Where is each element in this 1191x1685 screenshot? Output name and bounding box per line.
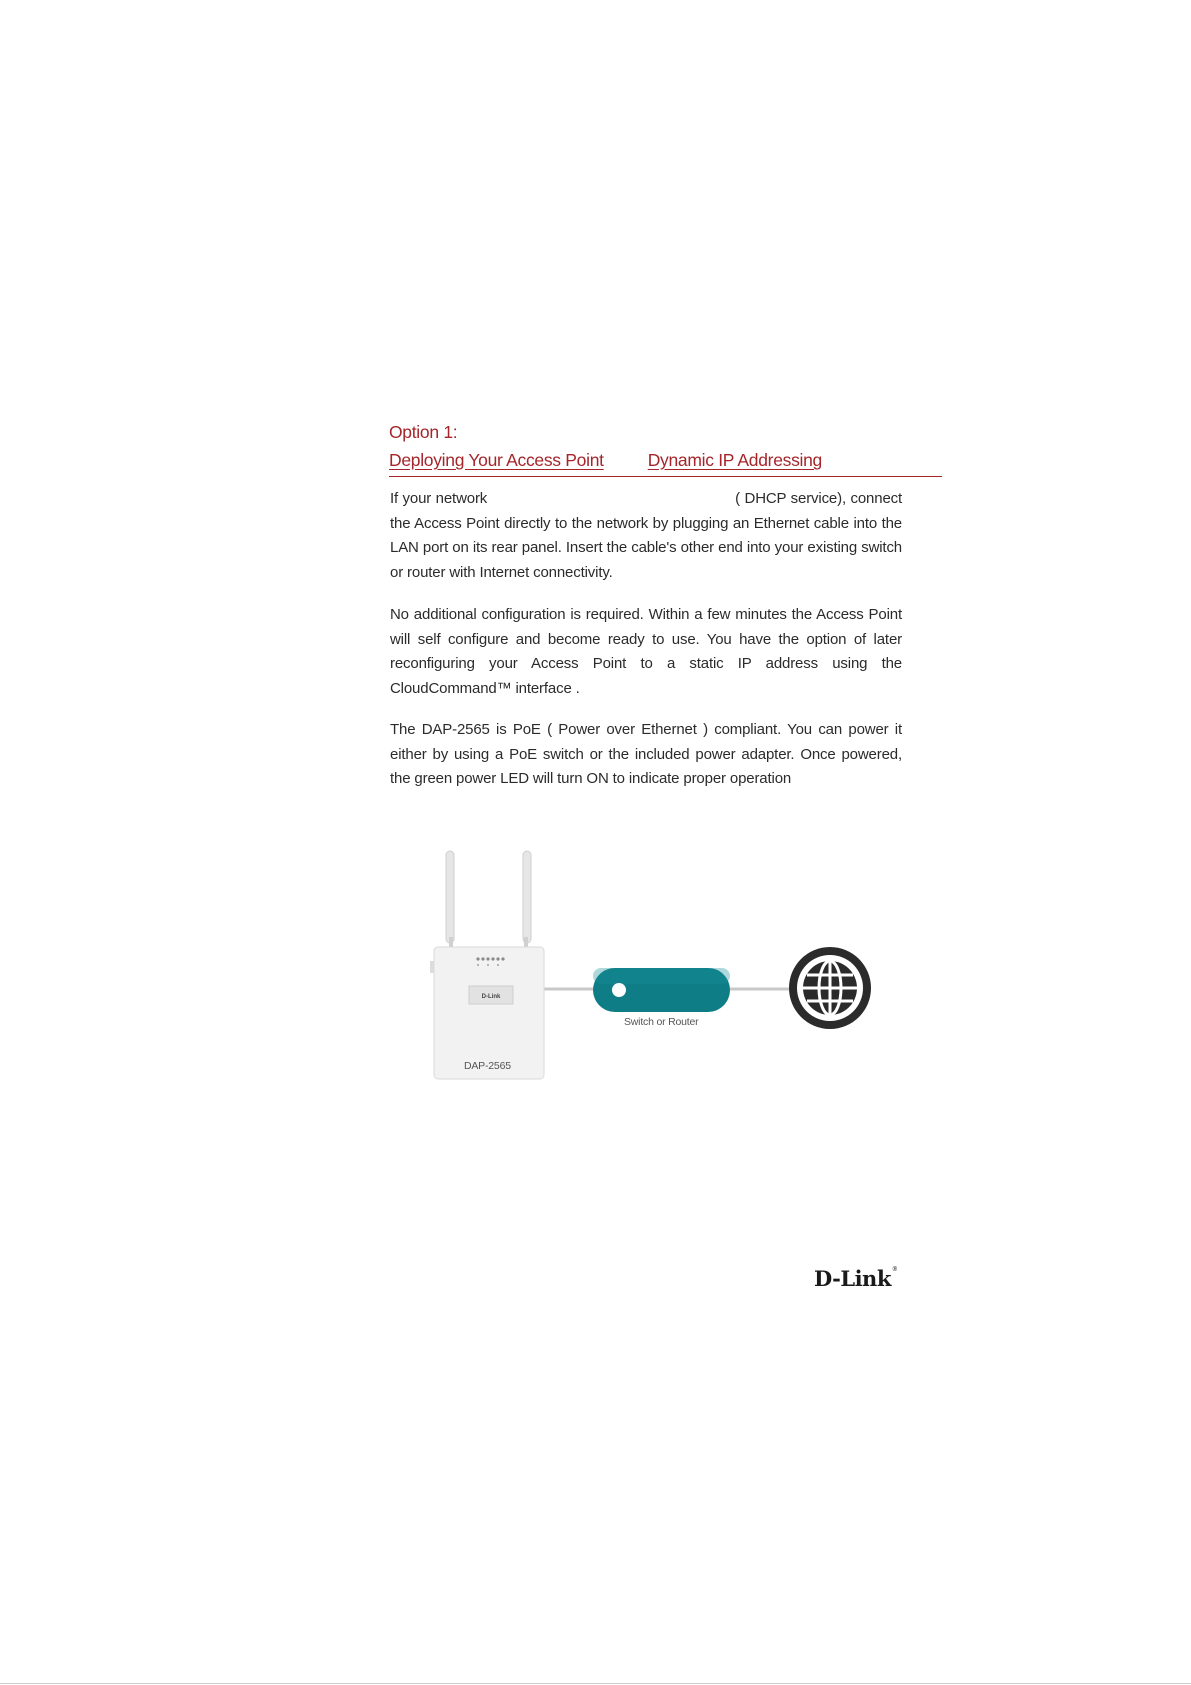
switch-label: Switch or Router bbox=[624, 1016, 699, 1028]
network-diagram-svg bbox=[420, 845, 880, 1080]
paragraph-dhcp bbox=[390, 487, 902, 585]
dlink-logo: D-Link® bbox=[814, 1266, 898, 1291]
paragraph-dhcp-start: If your network bbox=[390, 490, 488, 507]
paragraph-poe: The DAP-2565 is PoE ( Power over Ethernet ) compliant. You can power it either by using a PoE switch or the included power adapter. Once powered, the green power LED will turn ON to indicate proper operation bbox=[390, 721, 902, 787]
network-diagram bbox=[420, 845, 880, 1080]
globe-icon bbox=[789, 947, 871, 1029]
switch-router-icon bbox=[593, 968, 730, 1012]
heading-title-line bbox=[389, 446, 942, 477]
section-heading bbox=[389, 418, 942, 477]
paragraph-dhcp-rest: ( DHCP service), connect the Access Point directly to the network by plugging an Ethernet cable into the LAN port on its rear panel. Insert the cable's other end into your existing switch or router with Internet connectivity. bbox=[390, 490, 902, 581]
dlink-logo-text: D-Link bbox=[814, 1266, 891, 1291]
page-bottom-rule bbox=[0, 1683, 1191, 1684]
heading-title-part1: Deploying Your Access Point bbox=[389, 450, 604, 470]
heading-title-part2: Dynamic IP Addressing bbox=[647, 450, 822, 470]
device-label: DAP-2565 bbox=[464, 1060, 511, 1072]
device-badge: D-Link bbox=[481, 994, 501, 1000]
paragraph-configuration: No additional configuration is required. Within a few minutes the Access Point will self configure and become ready to use. You have the option of later reconfiguring your Access Point to a static IP address using the CloudCommand™ interface . bbox=[390, 606, 902, 697]
heading-option-label: Option 1: bbox=[389, 422, 458, 442]
access-point-icon bbox=[430, 851, 544, 1079]
